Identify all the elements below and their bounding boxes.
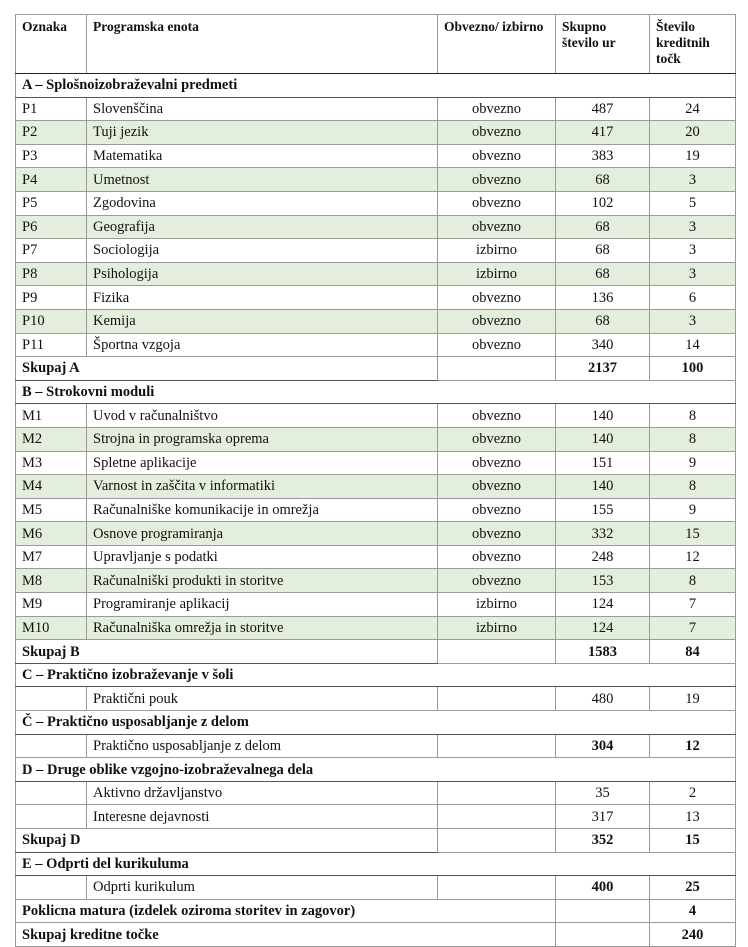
cell-name: Kemija bbox=[87, 309, 438, 333]
cell-code: M5 bbox=[16, 498, 87, 522]
total-d-hours: 352 bbox=[556, 829, 650, 853]
cell-name: Matematika bbox=[87, 144, 438, 168]
cell-code: M4 bbox=[16, 475, 87, 499]
total-b-type bbox=[438, 640, 556, 664]
cell-hours: 332 bbox=[556, 522, 650, 546]
grand-total-row bbox=[16, 923, 736, 947]
cell-credits: 7 bbox=[650, 593, 736, 617]
section-e-hours: 400 bbox=[556, 876, 650, 900]
cell-code: M7 bbox=[16, 545, 87, 569]
cell-credits: 12 bbox=[650, 545, 736, 569]
section-e-type bbox=[438, 876, 556, 900]
cell-hours: 140 bbox=[556, 427, 650, 451]
section-a-title-row bbox=[16, 74, 736, 98]
cell-credits: 3 bbox=[650, 215, 736, 239]
cell-code: P4 bbox=[16, 168, 87, 192]
table-row bbox=[16, 262, 736, 286]
table-row bbox=[16, 97, 736, 121]
section-b-rows bbox=[16, 404, 736, 640]
section-cc-code bbox=[16, 734, 87, 758]
section-b-title-row bbox=[16, 380, 736, 404]
grand-total-label: Skupaj kreditne točke bbox=[16, 923, 556, 947]
cell-name: Spletne aplikacije bbox=[87, 451, 438, 475]
grand-total-hours bbox=[556, 923, 650, 947]
cell-hours: 68 bbox=[556, 309, 650, 333]
total-a-type bbox=[438, 357, 556, 381]
section-d-rows bbox=[16, 781, 736, 828]
cell-hours: 124 bbox=[556, 616, 650, 640]
header-type: Obvezno/ izbirno bbox=[438, 15, 556, 74]
section-cc-credits: 12 bbox=[650, 734, 736, 758]
table-row bbox=[16, 191, 736, 215]
table-row bbox=[16, 144, 736, 168]
cell-name: Sociologija bbox=[87, 239, 438, 263]
section-e-credits: 25 bbox=[650, 876, 736, 900]
cell-code: P1 bbox=[16, 97, 87, 121]
cell-credits: 8 bbox=[650, 427, 736, 451]
cell-type: izbirno bbox=[438, 616, 556, 640]
matura-credits: 4 bbox=[650, 899, 736, 923]
cell-hours: 340 bbox=[556, 333, 650, 357]
section-e-name: Odprti kurikulum bbox=[87, 876, 438, 900]
cell-credits: 19 bbox=[650, 144, 736, 168]
total-a-credits: 100 bbox=[650, 357, 736, 381]
cell-credits: 15 bbox=[650, 522, 736, 546]
cell-code: M9 bbox=[16, 593, 87, 617]
cell-hours: 68 bbox=[556, 168, 650, 192]
table-row bbox=[16, 309, 736, 333]
cell-name: Osnove programiranja bbox=[87, 522, 438, 546]
table-row bbox=[16, 545, 736, 569]
section-c-name: Praktični pouk bbox=[87, 687, 438, 711]
total-b-credits: 84 bbox=[650, 640, 736, 664]
cell-name: Psihologija bbox=[87, 262, 438, 286]
section-a-rows bbox=[16, 97, 736, 357]
cell-hours: 140 bbox=[556, 404, 650, 428]
cell-credits: 13 bbox=[650, 805, 736, 829]
section-e-row bbox=[16, 876, 736, 900]
cell-type: obvezno bbox=[438, 522, 556, 546]
cell-type: obvezno bbox=[438, 545, 556, 569]
cell-hours: 487 bbox=[556, 97, 650, 121]
cell-type bbox=[438, 805, 556, 829]
total-b-label: Skupaj B bbox=[16, 640, 438, 664]
table-row bbox=[16, 569, 736, 593]
cell-credits: 2 bbox=[650, 781, 736, 805]
table-row bbox=[16, 215, 736, 239]
cell-type: izbirno bbox=[438, 593, 556, 617]
table-row bbox=[16, 239, 736, 263]
cell-hours: 151 bbox=[556, 451, 650, 475]
table-row bbox=[16, 475, 736, 499]
cell-name: Varnost in zaščita v informatiki bbox=[87, 475, 438, 499]
section-d-title: D – Druge oblike vzgojno-izobraževalnega dela bbox=[16, 758, 736, 782]
cell-credits: 3 bbox=[650, 309, 736, 333]
cell-type: obvezno bbox=[438, 191, 556, 215]
cell-type: izbirno bbox=[438, 239, 556, 263]
cell-hours: 383 bbox=[556, 144, 650, 168]
matura-label: Poklicna matura (izdelek oziroma storitev in zagovor) bbox=[16, 899, 556, 923]
table-row bbox=[16, 451, 736, 475]
cell-hours: 124 bbox=[556, 593, 650, 617]
cell-credits: 9 bbox=[650, 498, 736, 522]
cell-hours: 68 bbox=[556, 239, 650, 263]
cell-name: Umetnost bbox=[87, 168, 438, 192]
cell-credits: 14 bbox=[650, 333, 736, 357]
table-row bbox=[16, 168, 736, 192]
table-row bbox=[16, 616, 736, 640]
header-code: Oznaka bbox=[16, 15, 87, 74]
cell-code: M1 bbox=[16, 404, 87, 428]
section-b-title: B – Strokovni moduli bbox=[16, 380, 736, 404]
cell-credits: 3 bbox=[650, 168, 736, 192]
table-row bbox=[16, 121, 736, 145]
section-cc-title: Č – Praktično usposabljanje z delom bbox=[16, 711, 736, 735]
cell-name: Tuji jezik bbox=[87, 121, 438, 145]
cell-code: M10 bbox=[16, 616, 87, 640]
cell-name: Aktivno državljanstvo bbox=[87, 781, 438, 805]
section-c-hours: 480 bbox=[556, 687, 650, 711]
cell-type: obvezno bbox=[438, 498, 556, 522]
cell-credits: 24 bbox=[650, 97, 736, 121]
cell-name: Zgodovina bbox=[87, 191, 438, 215]
table-row bbox=[16, 781, 736, 805]
total-a-hours: 2137 bbox=[556, 357, 650, 381]
matura-hours bbox=[556, 899, 650, 923]
cell-type: obvezno bbox=[438, 144, 556, 168]
cell-name: Interesne dejavnosti bbox=[87, 805, 438, 829]
cell-hours: 248 bbox=[556, 545, 650, 569]
curriculum-table bbox=[15, 14, 736, 947]
cell-type: obvezno bbox=[438, 427, 556, 451]
header-row bbox=[16, 15, 736, 74]
table-row bbox=[16, 805, 736, 829]
cell-hours: 155 bbox=[556, 498, 650, 522]
cell-hours: 102 bbox=[556, 191, 650, 215]
section-cc-hours: 304 bbox=[556, 734, 650, 758]
cell-code: P5 bbox=[16, 191, 87, 215]
cell-type bbox=[438, 781, 556, 805]
cell-hours: 68 bbox=[556, 262, 650, 286]
cell-code: P11 bbox=[16, 333, 87, 357]
cell-name: Slovenščina bbox=[87, 97, 438, 121]
table-row bbox=[16, 522, 736, 546]
header-credits: Število kreditnih točk bbox=[650, 15, 736, 74]
cell-hours: 317 bbox=[556, 805, 650, 829]
section-cc-type bbox=[438, 734, 556, 758]
cell-code: M8 bbox=[16, 569, 87, 593]
total-b-hours: 1583 bbox=[556, 640, 650, 664]
section-c-row bbox=[16, 687, 736, 711]
section-cc-row bbox=[16, 734, 736, 758]
cell-code: P7 bbox=[16, 239, 87, 263]
table-row bbox=[16, 427, 736, 451]
cell-hours: 68 bbox=[556, 215, 650, 239]
table-row bbox=[16, 404, 736, 428]
cell-code: M6 bbox=[16, 522, 87, 546]
cell-code: P6 bbox=[16, 215, 87, 239]
cell-name: Računalniški produkti in storitve bbox=[87, 569, 438, 593]
cell-type: obvezno bbox=[438, 404, 556, 428]
cell-code: M3 bbox=[16, 451, 87, 475]
cell-type: obvezno bbox=[438, 286, 556, 310]
cell-code: P2 bbox=[16, 121, 87, 145]
total-a-row bbox=[16, 357, 736, 381]
cell-credits: 8 bbox=[650, 404, 736, 428]
matura-row bbox=[16, 899, 736, 923]
cell-type: obvezno bbox=[438, 475, 556, 499]
section-e-title-row bbox=[16, 852, 736, 876]
cell-type: obvezno bbox=[438, 333, 556, 357]
cell-type: obvezno bbox=[438, 215, 556, 239]
cell-credits: 3 bbox=[650, 239, 736, 263]
section-c-type bbox=[438, 687, 556, 711]
section-cc-title-row bbox=[16, 711, 736, 735]
cell-credits: 6 bbox=[650, 286, 736, 310]
cell-credits: 8 bbox=[650, 475, 736, 499]
cell-credits: 20 bbox=[650, 121, 736, 145]
section-c-title: C – Praktično izobraževanje v šoli bbox=[16, 663, 736, 687]
cell-name: Programiranje aplikacij bbox=[87, 593, 438, 617]
cell-code: M2 bbox=[16, 427, 87, 451]
section-a-title: A – Splošnoizobraževalni predmeti bbox=[16, 74, 736, 98]
cell-hours: 153 bbox=[556, 569, 650, 593]
cell-type: obvezno bbox=[438, 451, 556, 475]
cell-credits: 3 bbox=[650, 262, 736, 286]
cell-hours: 35 bbox=[556, 781, 650, 805]
cell-type: izbirno bbox=[438, 262, 556, 286]
table-row bbox=[16, 286, 736, 310]
cell-name: Fizika bbox=[87, 286, 438, 310]
cell-type: obvezno bbox=[438, 569, 556, 593]
table-row bbox=[16, 498, 736, 522]
cell-name: Strojna in programska oprema bbox=[87, 427, 438, 451]
total-a-label: Skupaj A bbox=[16, 357, 438, 381]
cell-type: obvezno bbox=[438, 97, 556, 121]
section-d-title-row bbox=[16, 758, 736, 782]
cell-credits: 5 bbox=[650, 191, 736, 215]
cell-type: obvezno bbox=[438, 121, 556, 145]
grand-total-credits: 240 bbox=[650, 923, 736, 947]
header-hours: Skupno število ur bbox=[556, 15, 650, 74]
cell-name: Računalniška omrežja in storitve bbox=[87, 616, 438, 640]
total-d-row bbox=[16, 829, 736, 853]
cell-name: Geografija bbox=[87, 215, 438, 239]
cell-credits: 8 bbox=[650, 569, 736, 593]
cell-credits: 9 bbox=[650, 451, 736, 475]
section-cc-name: Praktično usposabljanje z delom bbox=[87, 734, 438, 758]
cell-name: Uvod v računalništvo bbox=[87, 404, 438, 428]
section-c-title-row bbox=[16, 663, 736, 687]
cell-hours: 417 bbox=[556, 121, 650, 145]
total-d-credits: 15 bbox=[650, 829, 736, 853]
cell-code: P9 bbox=[16, 286, 87, 310]
cell-code bbox=[16, 781, 87, 805]
cell-type: obvezno bbox=[438, 168, 556, 192]
cell-type: obvezno bbox=[438, 309, 556, 333]
cell-credits: 7 bbox=[650, 616, 736, 640]
table-row bbox=[16, 333, 736, 357]
cell-code: P3 bbox=[16, 144, 87, 168]
cell-code: P10 bbox=[16, 309, 87, 333]
cell-hours: 140 bbox=[556, 475, 650, 499]
section-c-credits: 19 bbox=[650, 687, 736, 711]
total-d-label: Skupaj D bbox=[16, 829, 438, 853]
cell-name: Upravljanje s podatki bbox=[87, 545, 438, 569]
curriculum-table-wrapper bbox=[15, 14, 736, 947]
cell-code bbox=[16, 805, 87, 829]
total-b-row bbox=[16, 640, 736, 664]
total-d-type bbox=[438, 829, 556, 853]
header-unit: Programska enota bbox=[87, 15, 438, 74]
cell-name: Športna vzgoja bbox=[87, 333, 438, 357]
section-e-title: E – Odprti del kurikuluma bbox=[16, 852, 736, 876]
cell-hours: 136 bbox=[556, 286, 650, 310]
section-e-code bbox=[16, 876, 87, 900]
cell-code: P8 bbox=[16, 262, 87, 286]
section-c-code bbox=[16, 687, 87, 711]
cell-name: Računalniške komunikacije in omrežja bbox=[87, 498, 438, 522]
table-row bbox=[16, 593, 736, 617]
